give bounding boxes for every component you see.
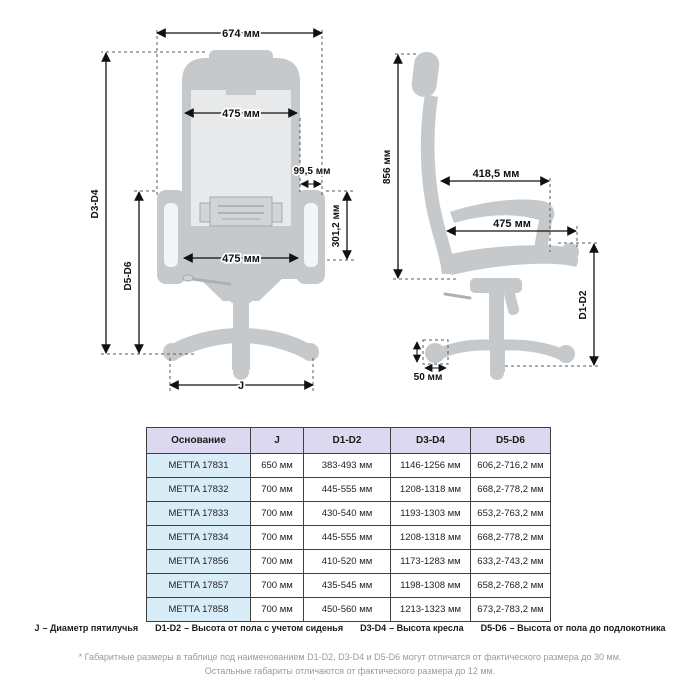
- d3d4-cell: 1146-1256 мм: [391, 454, 471, 478]
- front-view-diagram: [90, 28, 354, 392]
- model-cell: METTA 17832: [147, 478, 251, 502]
- d1d2-cell: 445-555 мм: [304, 478, 391, 502]
- dim-top-depth-label: 418,5 мм: [472, 168, 520, 180]
- footnote: [0, 650, 700, 679]
- model-cell: METTA 17857: [147, 574, 251, 598]
- legend-item-d1d2: D1-D2 – Высота от пола с учетом сиденья: [155, 623, 344, 633]
- dim-backrest-width-label: 475 мм: [222, 108, 260, 120]
- table-row: [147, 478, 551, 502]
- j-cell: 700 мм: [251, 574, 304, 598]
- col-header-d3d4: D3-D4: [391, 428, 471, 454]
- d3d4-cell: 1208-1318 мм: [391, 478, 471, 502]
- dim-d1d2-label: D1-D2: [578, 290, 589, 320]
- col-header-d5d6: D5-D6: [471, 428, 551, 454]
- dim-seat-depth-label: 475 мм: [493, 218, 531, 230]
- j-cell: 700 мм: [251, 478, 304, 502]
- col-header-j: J: [251, 428, 304, 454]
- legend: [0, 623, 700, 633]
- table-row: [147, 574, 551, 598]
- legend-item-d5d6: D5-D6 – Высота от пола до подлокотника: [480, 623, 666, 633]
- d5d6-cell: 658,2-768,2 мм: [471, 574, 551, 598]
- j-cell: 700 мм: [251, 550, 304, 574]
- dim-armrest-height-label: 301,2 мм: [331, 204, 342, 248]
- col-header-base: Основание: [147, 428, 251, 454]
- legend-item-j: J – Диаметр пятилучья: [34, 623, 139, 633]
- table-row: [147, 598, 551, 622]
- dimensions-table: [146, 427, 551, 622]
- d5d6-cell: 668,2-778,2 мм: [471, 478, 551, 502]
- model-cell: METTA 17831: [147, 454, 251, 478]
- table-row: [147, 454, 551, 478]
- d1d2-cell: 445-555 мм: [304, 526, 391, 550]
- d3d4-cell: 1213-1323 мм: [391, 598, 471, 622]
- table-row: [147, 502, 551, 526]
- d5d6-cell: 606,2-716,2 мм: [471, 454, 551, 478]
- footnote-line-1: * Габаритные размеры в таблице под наименованием D1-D2, D3-D4 и D5-D6 могут отличатся от фактического размера до 30 мм.: [78, 652, 622, 662]
- d5d6-cell: 633,2-743,2 мм: [471, 550, 551, 574]
- legend-item-d3d4: D3-D4 – Высота кресла: [360, 623, 464, 633]
- d1d2-cell: 383-493 мм: [304, 454, 391, 478]
- d5d6-cell: 653,2-763,2 мм: [471, 502, 551, 526]
- d3d4-cell: 1208-1318 мм: [391, 526, 471, 550]
- dim-overall-width-label: 674 мм: [222, 28, 260, 40]
- d3d4-cell: 1193-1303 мм: [391, 502, 471, 526]
- dim-seat-width-label: 475 мм: [222, 253, 260, 265]
- model-cell: METTA 17834: [147, 526, 251, 550]
- j-cell: 700 мм: [251, 526, 304, 550]
- footnote-line-2: Остальные габариты отличаются от фактического размера до 12 мм.: [204, 666, 496, 677]
- dim-d5d6-label: D5-D6: [123, 261, 134, 291]
- dim-caster-label: 50 мм: [413, 372, 443, 383]
- table-row: [147, 526, 551, 550]
- dim-backrest-height-label: 856 мм: [382, 149, 393, 185]
- table-header-row: [147, 428, 551, 454]
- d3d4-cell: 1173-1283 мм: [391, 550, 471, 574]
- dim-base-diameter-label: J: [237, 380, 245, 392]
- d1d2-cell: 450-560 мм: [304, 598, 391, 622]
- j-cell: 700 мм: [251, 598, 304, 622]
- dim-d3d4-label: D3-D4: [90, 189, 101, 219]
- col-header-d1d2: D1-D2: [304, 428, 391, 454]
- chair-front-illustration: [157, 50, 325, 380]
- dim-armrest-offset-label: 99,5 мм: [293, 166, 331, 177]
- model-cell: METTA 17858: [147, 598, 251, 622]
- d1d2-cell: 430-540 мм: [304, 502, 391, 526]
- j-cell: 650 мм: [251, 454, 304, 478]
- d5d6-cell: 673,2-783,2 мм: [471, 598, 551, 622]
- d1d2-cell: 410-520 мм: [304, 550, 391, 574]
- d1d2-cell: 435-545 мм: [304, 574, 391, 598]
- d5d6-cell: 668,2-778,2 мм: [471, 526, 551, 550]
- d3d4-cell: 1198-1308 мм: [391, 574, 471, 598]
- table-row: [147, 550, 551, 574]
- side-view-diagram: [382, 51, 599, 383]
- chair-side-illustration: [410, 51, 579, 380]
- model-cell: METTA 17856: [147, 550, 251, 574]
- j-cell: 700 мм: [251, 502, 304, 526]
- model-cell: METTA 17833: [147, 502, 251, 526]
